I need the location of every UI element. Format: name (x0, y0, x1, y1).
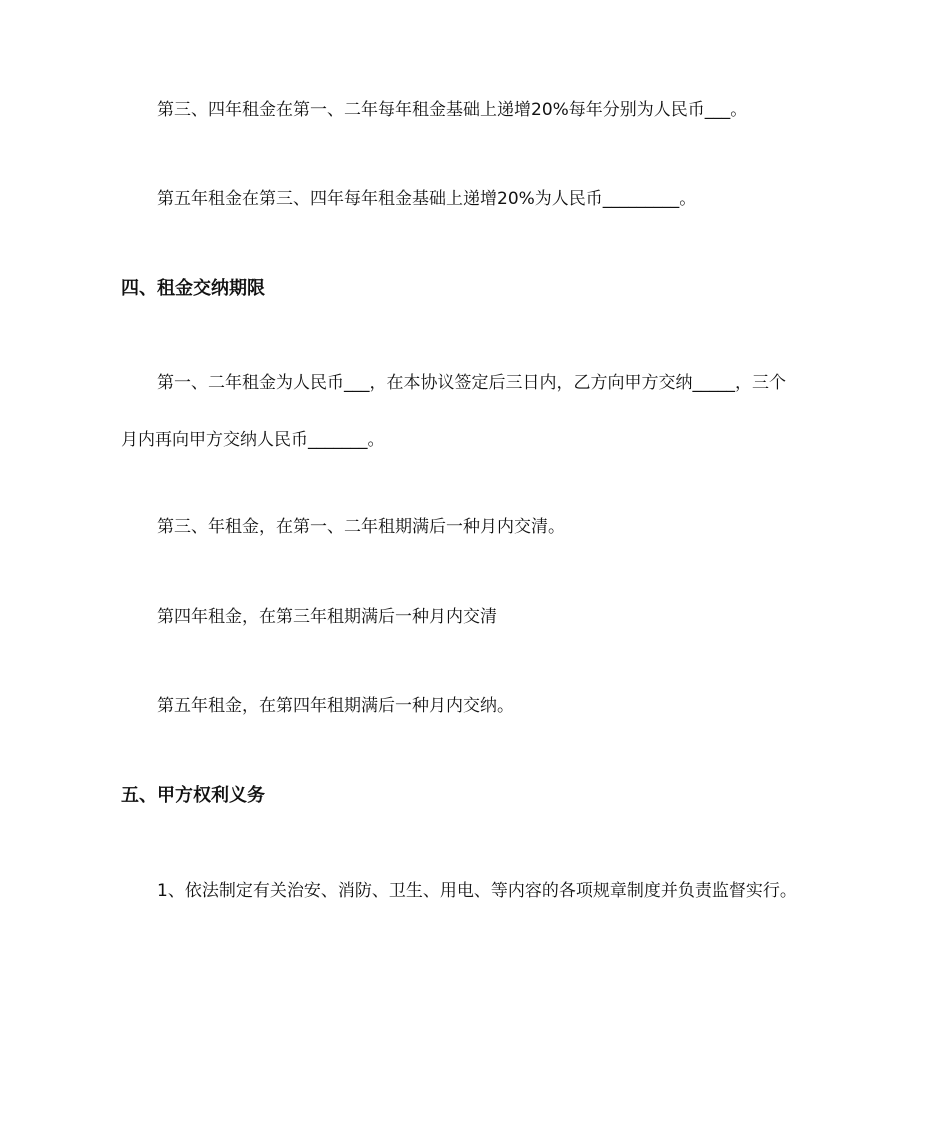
paragraph-payment-year-3: 第三、年租金，在第一、二年租期满后一种月内交清。 (157, 517, 565, 537)
paragraph-payment-year-1-2-line-2: 月内再向甲方交纳人民币_______。 (121, 430, 385, 450)
paragraph-payment-year-1-2-line-1: 第一、二年租金为人民币___，在本协议签定后三日内，乙方向甲方交纳_____，三个 (157, 373, 786, 393)
paragraph-rent-year-5: 第五年租金在第三、四年每年租金基础上递增20%为人民币_________。 (157, 189, 697, 209)
section-heading-party-a-rights-obligations: 五、甲方权利义务 (121, 785, 265, 806)
paragraph-payment-year-5: 第五年租金，在第四年租期满后一种月内交纳。 (157, 696, 514, 716)
paragraph-rent-year-3-4: 第三、四年租金在第一、二年每年租金基础上递增20%每年分别为人民币___。 (157, 100, 748, 120)
section-heading-rent-payment-deadline: 四、租金交纳期限 (121, 278, 265, 299)
paragraph-payment-year-4: 第四年租金，在第三年租期满后一种月内交清 (157, 607, 497, 627)
paragraph-party-a-duty-1: 1、依法制定有关治安、消防、卫生、用电、等内容的各项规章制度并负责监督实行。 (157, 881, 797, 901)
